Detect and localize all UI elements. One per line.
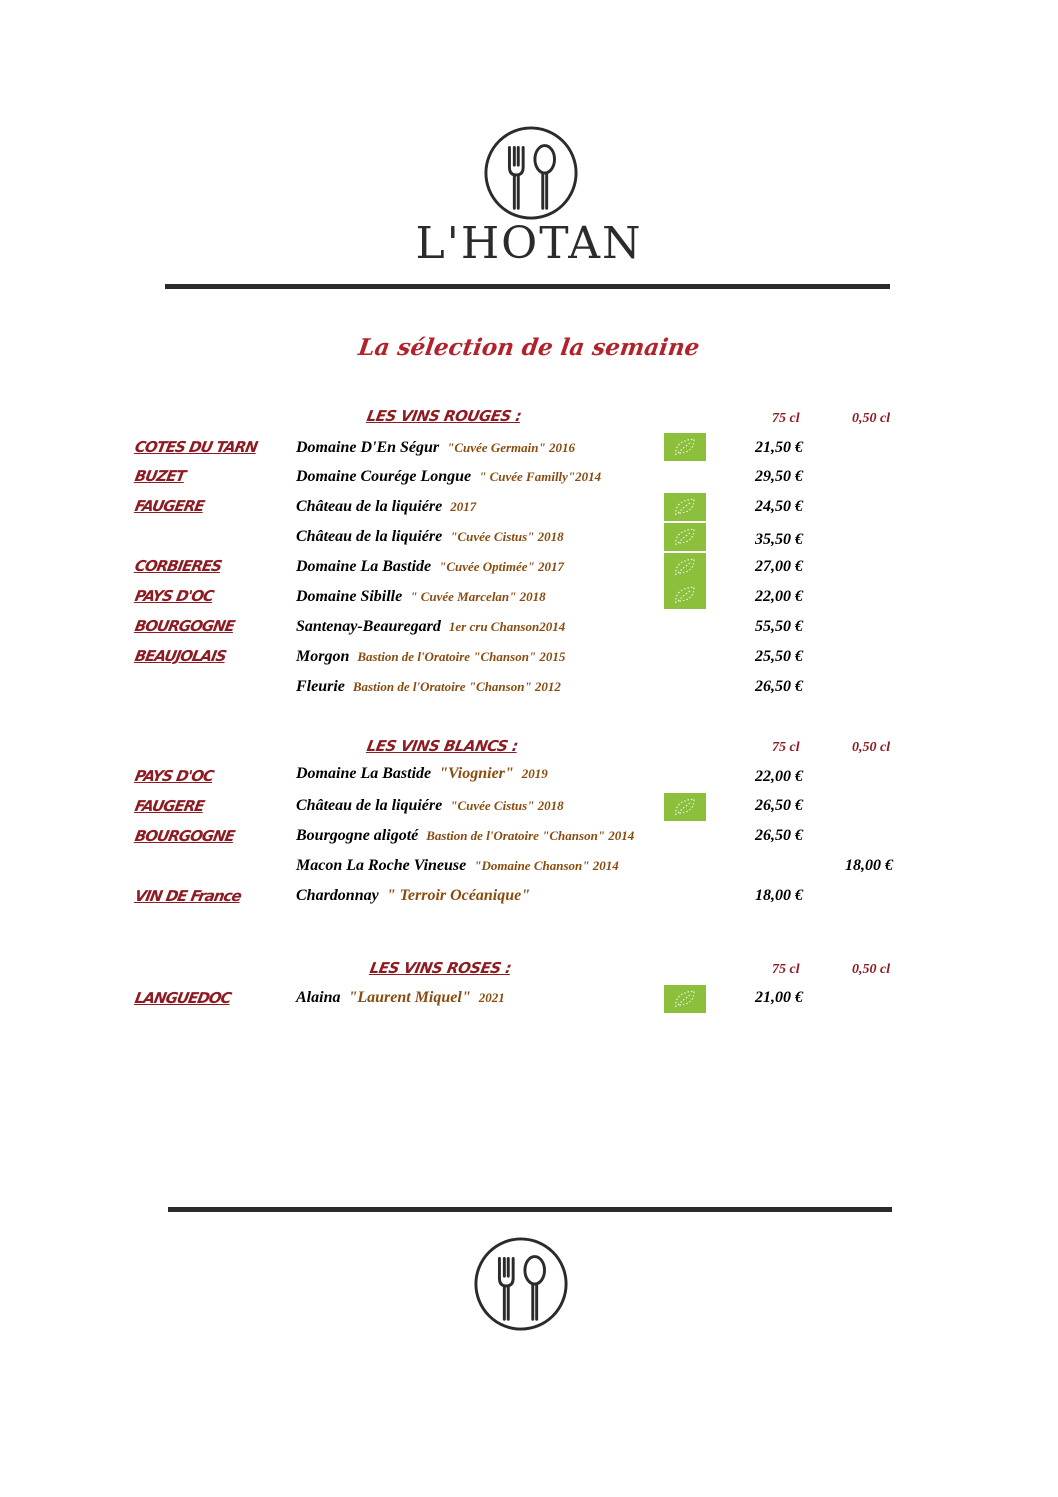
eu-organic-leaf-icon: [664, 553, 706, 581]
wine-cuvee: " Terroir Océanique": [386, 887, 531, 904]
price-75cl: 26,50 €: [755, 827, 803, 844]
eu-organic-leaf-icon: [664, 985, 706, 1013]
wine-cuvee: " Cuvée Marcelan" 2018: [410, 589, 546, 604]
col-50cl-header: 0,50 cl: [852, 962, 891, 977]
price-75cl: 21,00 €: [755, 989, 803, 1006]
wine-entry: [296, 468, 601, 486]
wine-entry: [296, 989, 505, 1007]
wine-entry: [296, 439, 575, 457]
wine-cuvee: Bastion de l'Oratoire "Chanson" 2012: [352, 679, 561, 694]
section-title-blancs: LES VINS BLANCS :: [365, 737, 520, 755]
fork-spoon-logo-icon: [472, 1235, 570, 1333]
region-label: VIN DE France: [133, 887, 243, 905]
region-label: BOURGOGNE: [133, 827, 236, 845]
wine-entry: [296, 765, 548, 783]
wine-cuvee: 2017: [450, 499, 477, 514]
region-label: BOURGOGNE: [133, 617, 236, 635]
wine-cuvee: " Cuvée Familly"2014: [479, 469, 602, 484]
wine-vintage: 2021: [478, 990, 505, 1005]
wine-entry: [296, 797, 564, 815]
wine-name: Chardonnay: [296, 887, 379, 904]
wine-entry: [296, 678, 561, 696]
wine-name: Domaine Sibille: [296, 588, 403, 605]
eu-organic-leaf-icon: [664, 493, 706, 521]
price-75cl: 26,50 €: [755, 797, 803, 814]
region-label: FAUGERE: [133, 497, 206, 515]
wine-entry: [296, 588, 546, 606]
price-75cl: 21,50 €: [755, 439, 803, 456]
wine-cuvee: "Laurent Miquel": [348, 989, 471, 1006]
wine-cuvee: Bastion de l'Oratoire "Chanson" 2014: [426, 828, 635, 843]
region-label: BEAUJOLAIS: [133, 647, 228, 665]
wine-name: Domaine Courége Longue: [296, 468, 472, 485]
wine-name: Château de la liquiére: [296, 797, 443, 814]
wine-entry: [296, 857, 619, 875]
price-75cl: 22,00 €: [755, 768, 803, 785]
price-75cl: 29,50 €: [755, 468, 803, 485]
wine-entry: [296, 887, 530, 905]
wine-entry: [296, 618, 565, 636]
wine-name: Domaine La Bastide: [296, 558, 432, 575]
region-label: PAYS D'OC: [133, 767, 215, 785]
wine-name: Alaina: [296, 989, 341, 1006]
wine-cuvee: 1er cru Chanson2014: [448, 619, 566, 634]
wine-entry: [296, 498, 476, 516]
section-title-roses: LES VINS ROSES :: [368, 959, 513, 977]
region-label: BUZET: [133, 467, 187, 485]
region-label: COTES DU TARN: [133, 438, 259, 456]
wine-cuvee: "Viognier": [439, 765, 514, 782]
wine-entry: [296, 827, 634, 845]
col-75cl-header: 75 cl: [772, 962, 800, 977]
price-75cl: 25,50 €: [755, 648, 803, 665]
page-title: La sélection de la semaine: [356, 334, 702, 361]
eu-organic-leaf-icon: [664, 581, 706, 609]
wine-name: Santenay-Beauregard: [296, 618, 441, 635]
wine-name: Domaine D'En Ségur: [296, 439, 440, 456]
wine-name: Macon La Roche Vineuse: [296, 857, 467, 874]
wine-vintage: 2019: [521, 766, 548, 781]
price-75cl: 27,00 €: [755, 558, 803, 575]
col-75cl-header: 75 cl: [772, 411, 800, 426]
price-75cl: 26,50 €: [755, 678, 803, 695]
wine-name: Château de la liquiére: [296, 498, 443, 515]
region-label: CORBIERES: [133, 557, 223, 575]
eu-organic-leaf-icon: [664, 523, 706, 551]
section-title-rouges: LES VINS ROUGES :: [365, 407, 523, 425]
price-50cl: 18,00 €: [845, 857, 893, 874]
price-75cl: 24,50 €: [755, 498, 803, 515]
wine-entry: [296, 528, 564, 546]
wine-cuvee: "Cuvée Cistus" 2018: [450, 529, 564, 544]
wine-cuvee: "Cuvée Germain" 2016: [447, 440, 575, 455]
region-label: FAUGERE: [133, 797, 206, 815]
wine-cuvee: "Cuvée Cistus" 2018: [450, 798, 564, 813]
wine-cuvee: Bastion de l'Oratoire "Chanson" 2015: [357, 649, 566, 664]
region-label: PAYS D'OC: [133, 587, 215, 605]
wine-name: Domaine La Bastide: [296, 765, 432, 782]
eu-organic-leaf-icon: [664, 793, 706, 821]
wine-entry: [296, 558, 564, 576]
top-divider: [165, 284, 890, 289]
bottom-divider: [168, 1207, 892, 1212]
wine-name: Bourgogne aligoté: [296, 827, 419, 844]
price-75cl: 55,50 €: [755, 618, 803, 635]
wine-cuvee: "Domaine Chanson" 2014: [474, 858, 619, 873]
col-50cl-header: 0,50 cl: [852, 411, 891, 426]
col-75cl-header: 75 cl: [772, 740, 800, 755]
price-75cl: 35,50 €: [755, 531, 803, 548]
eu-organic-leaf-icon: [664, 433, 706, 461]
wine-name: Fleurie: [296, 678, 345, 695]
wine-name: Château de la liquiére: [296, 528, 443, 545]
col-50cl-header: 0,50 cl: [852, 740, 891, 755]
wine-cuvee: "Cuvée Optimée" 2017: [439, 559, 565, 574]
fork-spoon-logo-icon: [482, 124, 580, 222]
wine-name: Morgon: [296, 648, 350, 665]
price-75cl: 22,00 €: [755, 588, 803, 605]
brand-name: L'HOTAN: [415, 218, 643, 269]
price-75cl: 18,00 €: [755, 887, 803, 904]
region-label: LANGUEDOC: [133, 989, 233, 1007]
wine-entry: [296, 648, 565, 666]
